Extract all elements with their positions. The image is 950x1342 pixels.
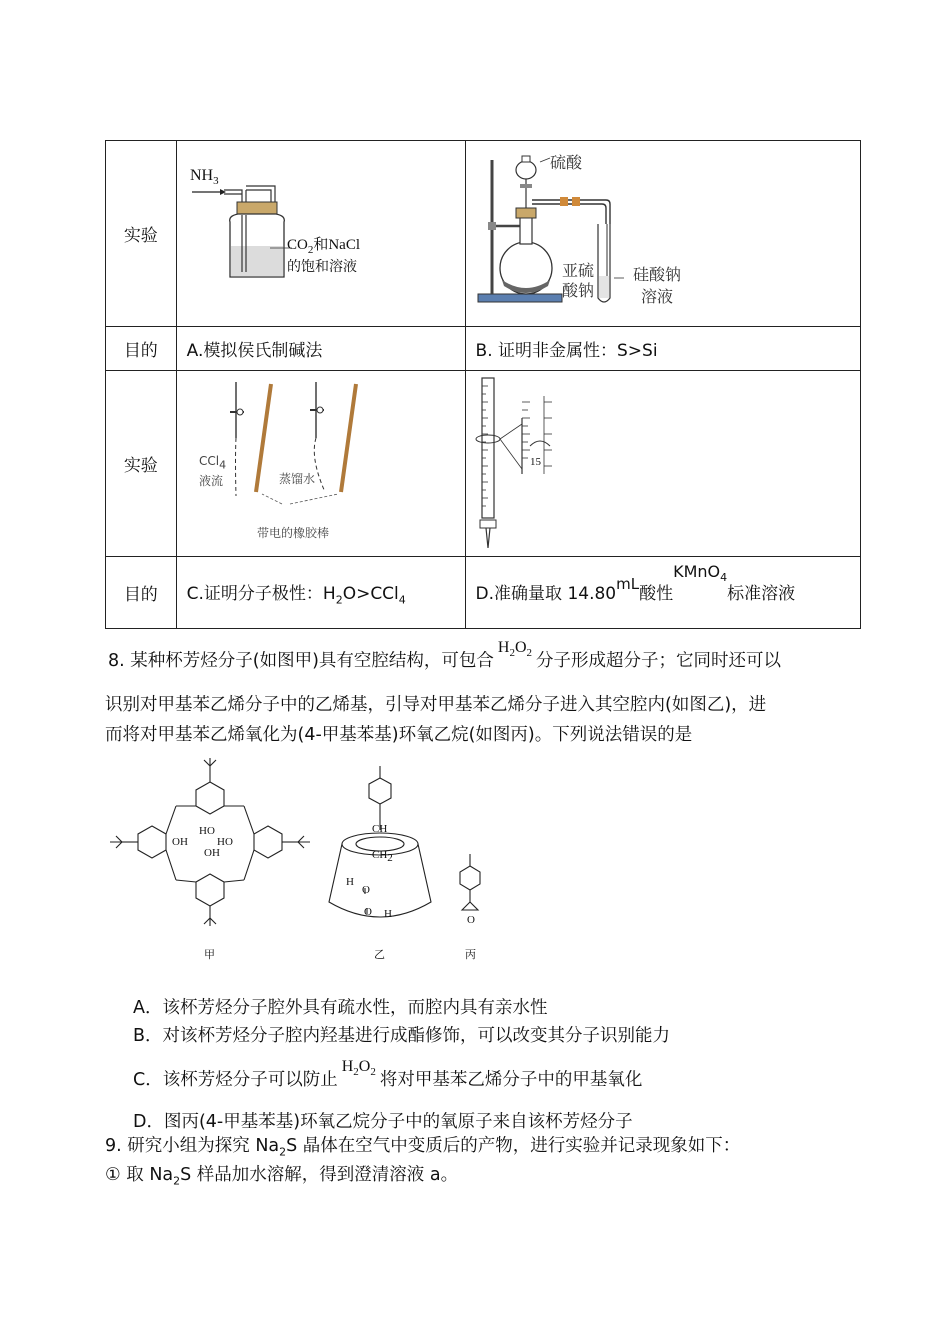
fig-label-jia: 甲 — [204, 948, 215, 961]
toluene-ring — [369, 778, 391, 804]
fig-yi-o-top: O — [362, 884, 370, 896]
row-label-experiment-2: 实验 — [106, 371, 177, 557]
rubber-rod-right — [341, 384, 356, 492]
burette-tube — [482, 378, 494, 518]
rubber-rod-left — [256, 384, 271, 492]
epoxide-ring — [462, 902, 478, 910]
purpose-d: D.准确量取 14.80mL酸性KMnO$_4$标准溶液 — [465, 557, 860, 629]
q8-option-b: B．对该杯芳烃分子腔内羟基进行成酯修饰，可以改变其分子识别能力 — [133, 1026, 671, 1046]
ring-right — [254, 826, 282, 858]
rubber-stopper — [237, 202, 277, 214]
fig-yi-h-top: H — [346, 876, 354, 888]
fig-jia-oh-1: HO — [199, 825, 215, 837]
ring-bottom — [196, 874, 224, 906]
row-label-purpose-1: 目的 — [106, 327, 177, 371]
q8-line1: 8. 某种杯芳烃分子(如图甲)具有空腔结构，可包合$H_2O_2$ 分子形成超分子；它同时还可以 — [108, 639, 782, 671]
q8-option-d: D．图丙(4-甲基苯基)环氧乙烷分子中的氧原子来自该杯芳烃分子 — [133, 1112, 633, 1132]
row-label-purpose-2: 目的 — [106, 557, 177, 629]
figure-d-burette — [472, 374, 582, 554]
fig-jia-oh-3: HO — [217, 836, 233, 848]
fig-yi-o-bottom: O — [364, 906, 372, 918]
q9-line2: ① 取 $Na_2S$ 样品加水溶解，得到澄清溶液 a。 — [105, 1165, 459, 1188]
purpose-a: A.模拟侯氏制碱法 — [176, 327, 465, 371]
water-stream — [314, 438, 325, 492]
stand-base — [478, 294, 562, 302]
fig-b-tube-label-2: 溶液 — [641, 287, 674, 306]
ring-left — [138, 826, 166, 858]
fig-c-ccl4-flow-label: 液流 — [199, 474, 224, 488]
fig-b-flask-label-2: 酸钠 — [562, 281, 595, 300]
dropping-funnel — [516, 161, 536, 179]
fig-c-water-label: 蒸馏水 — [279, 472, 316, 486]
figure-jia-calixarene — [100, 752, 320, 932]
row-label-experiment-1: 实验 — [106, 141, 177, 327]
fig-b-acid-label: 硫酸 — [550, 153, 583, 172]
fig-c-rod-label: 带电的橡胶棒 — [257, 526, 330, 540]
fig-yi-ch: CH — [372, 823, 388, 835]
fig-a-solution-line1: $CO_2$和NaCl — [287, 237, 361, 256]
fig-bing-o: O — [467, 914, 475, 926]
q8-line2: 识别对甲基苯乙烯分子中的乙烯基，引导对甲基苯乙烯分子进入其空腔内(如图乙)，进 — [105, 695, 767, 715]
fig-a-gas-label: $NH_3$ — [190, 167, 219, 188]
fig-c-ccl4-label: CCl$_4$ — [199, 454, 227, 472]
q8-line3: 而将对甲基苯乙烯氧化为(4-甲基苯基)环氧乙烷(如图丙)。下列说法错误的是 — [105, 725, 693, 745]
fig-yi-h-bottom: H — [384, 908, 392, 920]
meniscus — [530, 441, 550, 446]
fig-a-solution-line2: 的饱和溶液 — [287, 259, 357, 275]
fig-b-flask-label-1: 亚硫 — [562, 261, 595, 280]
fig-b-tube-label-1: 硅酸钠 — [633, 265, 682, 284]
q8-option-c: C．该杯芳烃分子可以防止$H_2O_2$ 将对甲基苯乙烯分子中的甲基氧化 — [133, 1058, 643, 1090]
ccl4-stream — [236, 438, 237, 496]
q9-line1: 9. 研究小组为探究 $Na_2S$ 晶体在空气中变质后的产物，进行实验并记录现象如下： — [105, 1136, 741, 1159]
fig-jia-oh-2: OH — [172, 836, 188, 848]
purpose-b: B. 证明非金属性：S>Si — [465, 327, 860, 371]
ring-top — [196, 782, 224, 814]
fig-yi-ch2: $CH_2$ — [372, 849, 393, 865]
fig-label-yi: 乙 — [374, 948, 385, 961]
fig-label-bing: 丙 — [465, 948, 476, 961]
fig-d-reading: 15 — [530, 456, 541, 468]
benzene-ring — [460, 866, 480, 890]
q8-option-a: A．该杯芳烃分子腔外具有疏水性，而腔内具有亲水性 — [133, 998, 548, 1018]
fig-jia-oh-4: OH — [204, 847, 220, 859]
purpose-c: C.证明分子极性：$H_2O>CCl_4$ — [176, 557, 465, 629]
